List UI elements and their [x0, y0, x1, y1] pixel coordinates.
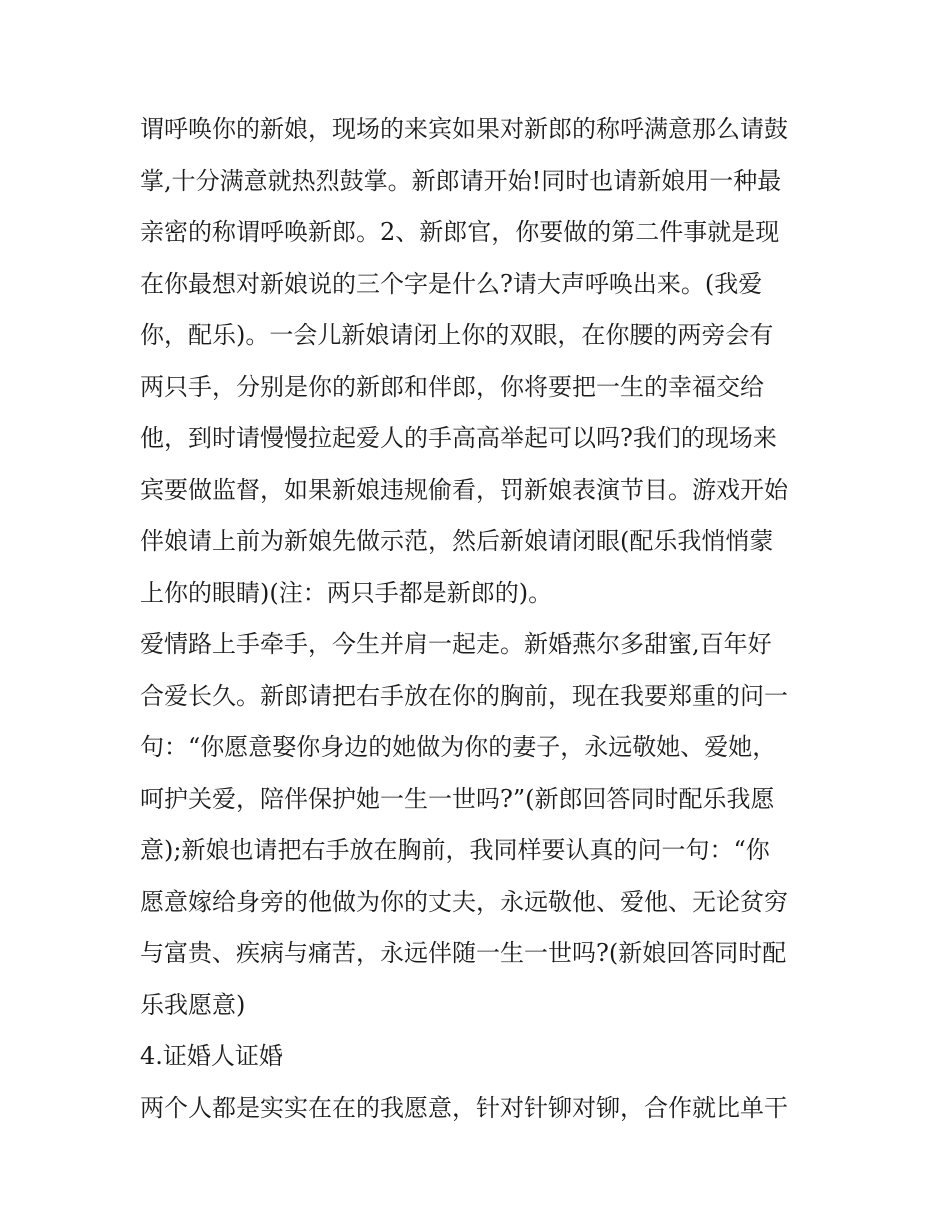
text-line: 上你的眼睛)(注：两只手都是新郎的)。: [140, 578, 553, 607]
document-body: [140, 104, 820, 1134]
text-line: 与富贵、疾病与痛苦，永远伴随一生一世吗?(新娘回答同时配: [140, 939, 787, 967]
text-line: 谓呼唤你的新娘，现场的来宾如果对新郎的称呼满意那么请鼓: [140, 115, 788, 143]
text-line: 在你最想对新娘说的三个字是什么?请大声呼唤出来。(我爱: [140, 269, 763, 298]
text-line: 亲密的称谓呼唤新郎。2、新郎官，你要做的第二件事就是现: [140, 218, 780, 246]
text-line: 你，配乐)。一会儿新娘请闭上你的双眼，在你腰的两旁会有: [140, 321, 774, 349]
text-line: 乐我愿意): [140, 990, 246, 1019]
text-line: 他，到时请慢慢拉起爱人的手高高举起可以吗?我们的现场来: [140, 424, 777, 452]
text-line: 伴娘请上前为新娘先做示范，然后新娘请闭眼(配乐我悄悄蒙: [140, 527, 774, 555]
text-line: 两只手，分别是你的新郎和伴郎，你将要把一生的幸福交给: [140, 372, 764, 401]
text-line: 呵护关爱，陪伴保护她一生一世吗?”(新郎回答同时配乐我愿: [140, 784, 775, 813]
text-line: 两个人都是实实在在的我愿意，针对针铆对铆，合作就比单干: [140, 1093, 788, 1122]
text-line: 掌,十分满意就热烈鼓掌。新郎请开始!同时也请新娘用一种最: [140, 166, 782, 195]
text-line: 句：“你愿意娶你身边的她做为你的妻子，永远敬她、爱她，: [140, 733, 777, 761]
text-line: 爱情路上手牵手，今生并肩一起走。新婚燕尔多甜蜜,百年好: [140, 630, 772, 658]
text-line: 宾要做监督，如果新娘违规偷看，罚新娘表演节目。游戏开始: [140, 475, 788, 504]
text-line: 意);新娘也请把右手放在胸前，我同样要认真的问一句：“你: [140, 836, 770, 864]
text-line: 愿意嫁给身旁的他做为你的丈夫，永远敬他、爱他、无论贫穷: [140, 887, 788, 916]
text-line: 合爱长久。新郎请把右手放在你的胸前，现在我要郑重的问一: [140, 681, 788, 710]
section-heading: 4.证婚人证婚: [140, 1042, 283, 1070]
